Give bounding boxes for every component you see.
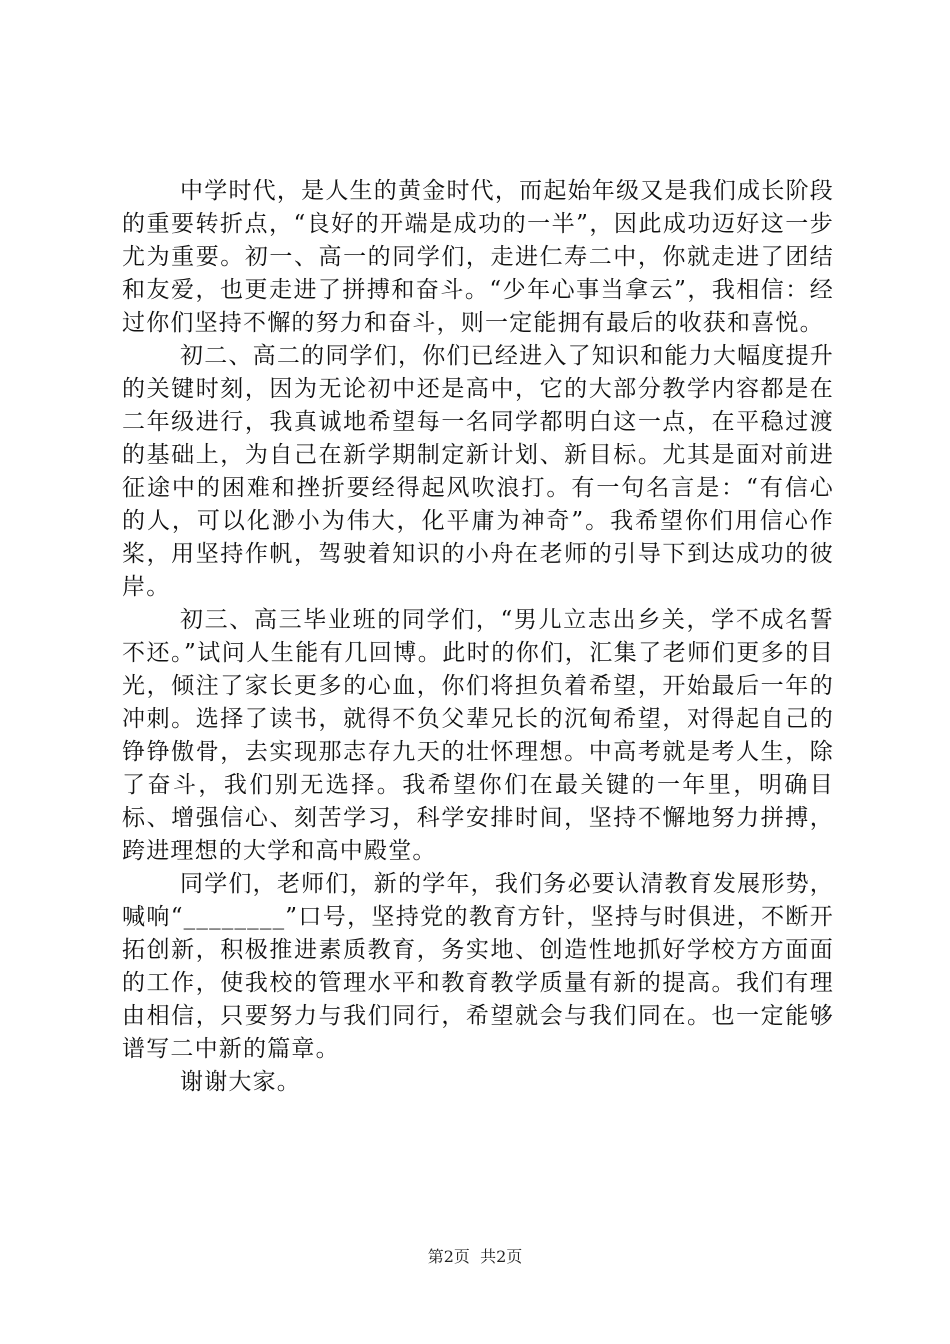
paragraph-second-year: 初二、高二的同学们，你们已经进入了知识和能力大幅度提升的关键时刻，因为无论初中还是高中，它的大部分教学内容都是在二年级进行，我真诚地希望每一名同学都明白这一点，在平稳过渡的基础上，为自己在新学期制定新计划、新目标。尤其是面对前进征途中的困难和挫折要经得起风吹浪打。有一句名言是：“有信心的人，可以化渺小为伟大，化平庸为神奇”。我希望你们用信心作桨，用坚持作帆，驾驶着知识的小舟在老师的引导下到达成功的彼岸。 — [122, 343, 834, 600]
paragraph-teachers-students: 同学们，老师们，新的学年，我们务必要认清教育发展形势，喊响“________”口号，坚持党的教育方针，坚持与时俱进，不断开拓创新，积极推进素质教育，务实地、创造性地抓好学校方方面面的工作，使我校的管理水平和教育教学质量有新的提高。我们有理由相信，只要努力与我们同行，希望就会与我们同在。也一定能够谱写二中新的篇章。 — [122, 871, 834, 1062]
document-body — [122, 175, 834, 1099]
paragraph-graduating-year: 初三、高三毕业班的同学们，“男儿立志出乡关，学不成名誓不还。”试问人生能有几回博。此时的你们，汇集了老师们更多的目光，倾注了家长更多的心血，你们将担负着希望，开始最后一年的冲刺。选择了读书，就得不负父辈兄长的沉甸希望，对得起自己的铮铮傲骨，去实现那志存九天的壮怀理想。中高考就是考人生，除了奋斗，我们别无选择。我希望你们在最关键的一年里，明确目标、增强信心、刻苦学习，科学安排时间，坚持不懈地努力拼搏，跨进理想的大学和高中殿堂。 — [122, 607, 834, 864]
paragraph-thanks: 谢谢大家。 — [180, 1069, 301, 1095]
page-footer — [0, 1247, 950, 1267]
paragraph-first-year: 中学时代，是人生的黄金时代，而起始年级又是我们成长阶段的重要转折点，“良好的开端是成功的一半”，因此成功迈好这一步尤为重要。初一、高一的同学们，走进仁寿二中，你就走进了团结和友爱，也更走进了拼搏和奋斗。“少年心事当拿云”，我相信：经过你们坚持不懈的努力和奋斗，则一定能拥有最后的收获和喜悦。 — [122, 178, 834, 336]
page-number: 第2页 共2页 — [427, 1247, 523, 1266]
